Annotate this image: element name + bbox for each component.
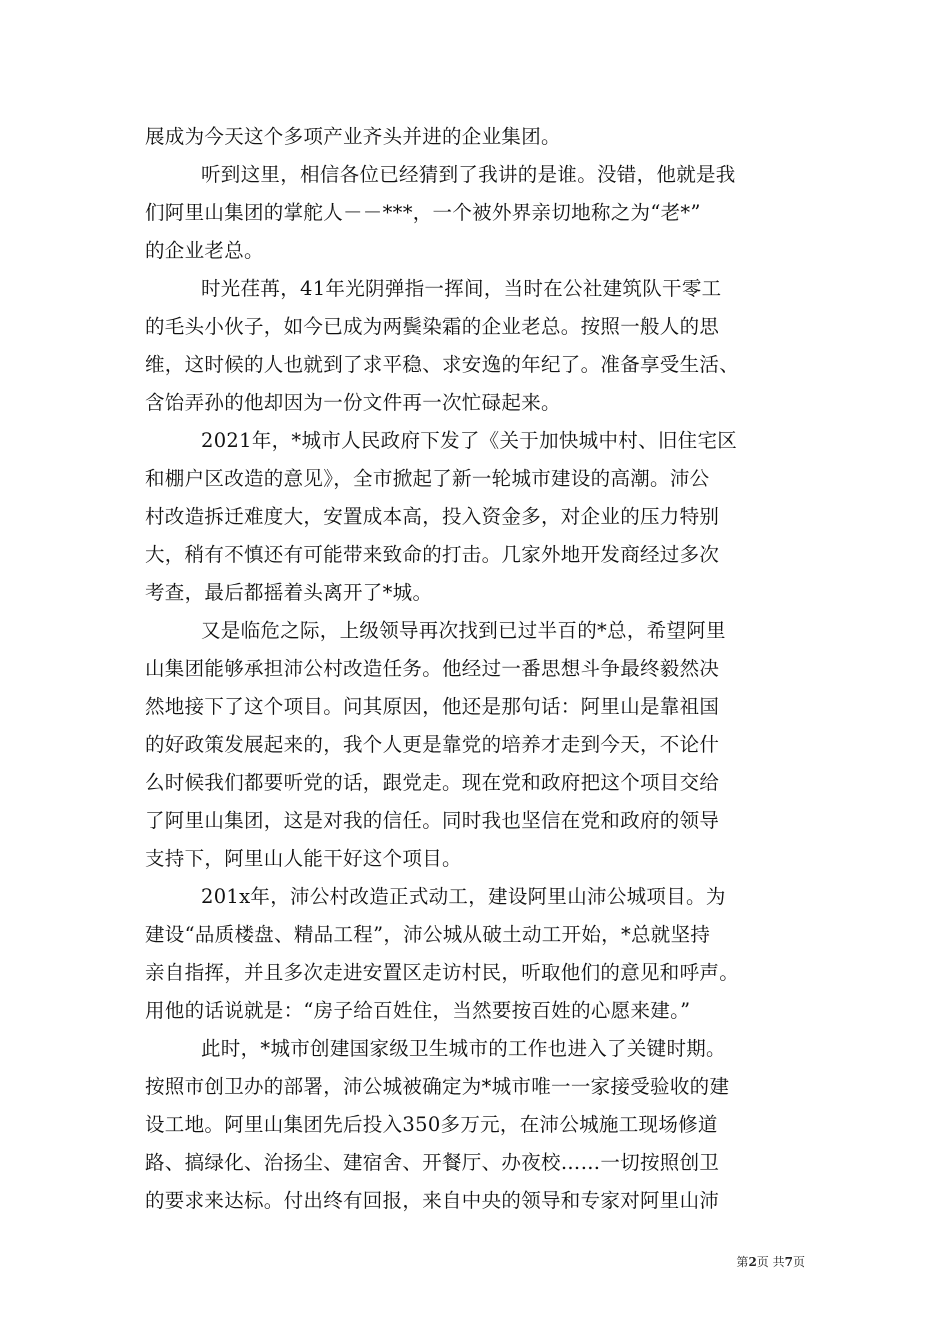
text-line: 的企业老总。 — [145, 239, 264, 262]
text-line: 用他的话说就是：“房子给百姓住，当然要按百姓的心愿来建。” — [145, 999, 691, 1022]
footer-suffix: 页 — [792, 1255, 805, 1269]
text-line: 建设“品质楼盘、精品工程”，沛公城从破土动工开始，*总就坚持 — [145, 923, 711, 946]
text-line: 村改造拆迁难度大，安置成本高，投入资金多，对企业的压力特别 — [145, 505, 720, 528]
text-line: 支持下，阿里山人能干好这个项目。 — [145, 847, 462, 870]
text-line: 维，这时候的人也就到了求平稳、求安逸的年纪了。准备享受生活、 — [145, 353, 740, 376]
text-line: 听到这里，相信各位已经猜到了我讲的是谁。没错，他就是我 — [201, 163, 736, 186]
current-page-number: 2 — [748, 1255, 757, 1269]
text-line: 山集团能够承担沛公村改造任务。他经过一番思想斗争最终毅然决 — [145, 657, 720, 680]
text-line: 的要求来达标。付出终有回报，来自中央的领导和专家对阿里山沛 — [145, 1189, 720, 1212]
text-line: 含饴弄孙的他却因为一份文件再一次忙碌起来。 — [145, 391, 561, 414]
text-line: 2021年，*城市人民政府下发了《关于加快城中村、旧住宅区 — [201, 429, 738, 452]
text-line: 按照市创卫办的部署，沛公城被确定为*城市唯一一家接受验收的建 — [145, 1075, 730, 1098]
text-line: 么时候我们都要听党的话，跟党走。现在党和政府把这个项目交给 — [145, 771, 720, 794]
text-line: 又是临危之际，上级领导再次找到已过半百的*总，希望阿里 — [201, 619, 726, 642]
text-line: 大，稍有不慎还有可能带来致命的打击。几家外地开发商经过多次 — [145, 543, 720, 566]
text-line: 的好政策发展起来的，我个人更是靠党的培养才走到今天，不论什 — [145, 733, 720, 756]
page-number-footer — [736, 1254, 805, 1270]
text-line: 的毛头小伙子，如今已成为两鬓染霜的企业老总。按照一般人的思 — [145, 315, 720, 338]
text-line: 了阿里山集团，这是对我的信任。同时我也坚信在党和政府的领导 — [145, 809, 720, 832]
footer-prefix: 第 — [736, 1255, 749, 1269]
text-line: 201x年，沛公村改造正式动工，建设阿里山沛公城项目。为 — [201, 885, 726, 908]
text-line: 设工地。阿里山集团先后投入350多万元，在沛公城施工现场修道 — [145, 1113, 718, 1136]
text-line: 此时，*城市创建国家级卫生城市的工作也进入了关键时期。 — [201, 1037, 726, 1060]
body-text — [145, 118, 813, 1220]
text-line: 们阿里山集团的掌舵人－－***，一个被外界亲切地称之为“老*” — [145, 201, 701, 224]
text-line: 考查，最后都摇着头离开了*城。 — [145, 581, 433, 604]
total-page-count: 7 — [784, 1255, 793, 1269]
text-line: 和棚户区改造的意见》，全市掀起了新一轮城市建设的高潮。沛公 — [145, 467, 710, 490]
text-line: 时光荏苒，41年光阴弹指一挥间，当时在公社建筑队干零工 — [201, 277, 722, 300]
text-line: 路、搞绿化、治扬尘、建宿舍、开餐厅、办夜校……一切按照创卫 — [145, 1151, 720, 1174]
text-line: 展成为今天这个多项产业齐头并进的企业集团。 — [145, 125, 561, 148]
text-line: 然地接下了这个项目。问其原因，他还是那句话：阿里山是靠祖国 — [145, 695, 720, 718]
footer-middle: 页 共 — [756, 1255, 785, 1269]
text-line: 亲自指挥，并且多次走进安置区走访村民，听取他们的意见和呼声。 — [145, 961, 740, 984]
